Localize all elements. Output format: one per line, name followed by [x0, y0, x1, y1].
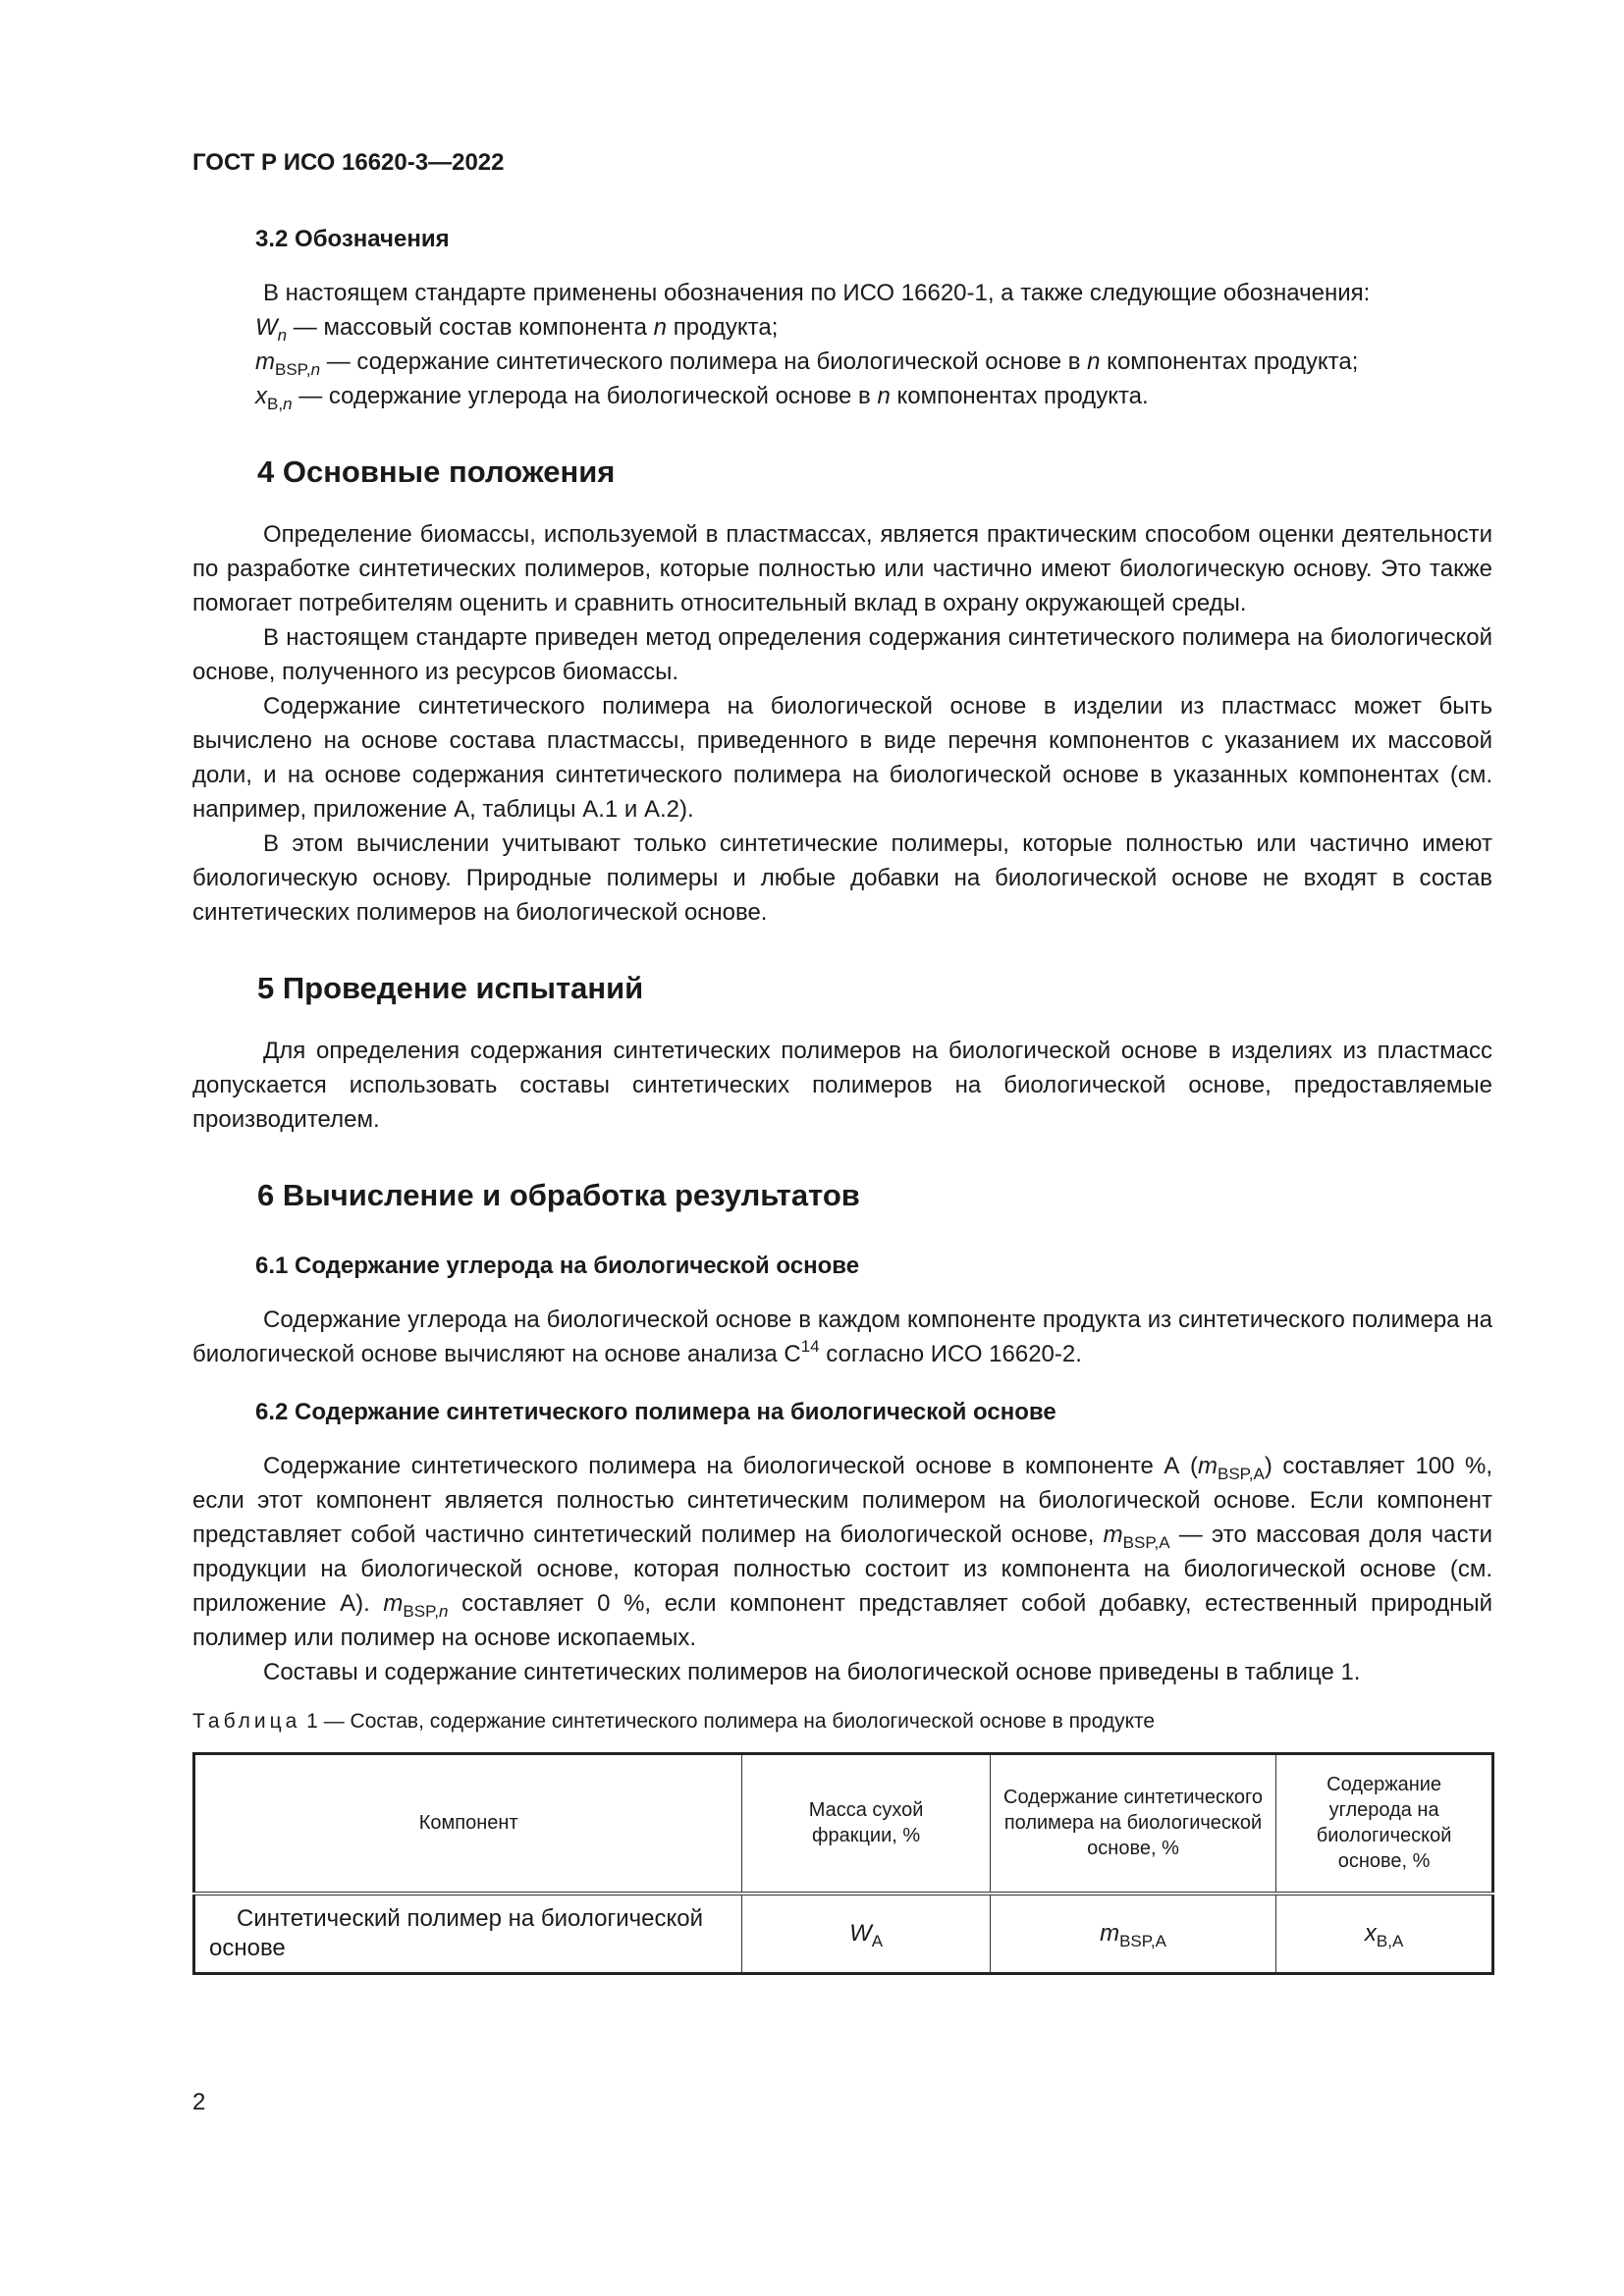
- table-cell-bsp: $m_{BSP,A}$: [990, 1894, 1275, 1974]
- table-header-row: [194, 1754, 1493, 1894]
- table-header-carbon-content: Содержание углерода на биологической основе, %: [1276, 1754, 1493, 1894]
- symbol-mbsp-definition: $m_{BSP,n}$ — содержание синтетического полимера на биологической основе в n компонентах продукта;: [255, 348, 1359, 379]
- table-cell-component: Синтетический полимер на биологической основе: [194, 1894, 742, 1974]
- section-3-2-intro: В настоящем стандарте применены обозначения по ИСО 16620-1, а также следующие обозначения:: [263, 280, 1371, 306]
- section-4-paragraph-1: Определение биомассы, используемой в пластмассах, является практическим способом оценки деятельности по разработке синтетических полимеров, которые полностью или частично имеют биологическую основу. Это также помогает потребителям оценить и сравнить относительный вклад в охрану окружающей среды.: [192, 521, 1492, 616]
- section-6-2-paragraph-2: Составы и содержание синтетических полимеров на биологической основе приведены в таблице 1.: [263, 1659, 1361, 1685]
- table-cell-mass: $W_A$: [742, 1894, 990, 1974]
- section-3-2-title: 3.2 Обозначения: [255, 226, 450, 252]
- table-cell-carbon: $x_{B,A}$: [1276, 1894, 1493, 1974]
- symbol-xb-definition: $x_{B,n}$ — содержание углерода на биологической основе в n компонентах продукта.: [255, 383, 1149, 413]
- section-4-paragraph-4: В этом вычислении учитывают только синтетические полимеры, которые полностью или частично имеют биологическую основу. Природные полимеры и любые добавки на биологической основе не входят в состав синтетических полимеров на биологической основе.: [192, 830, 1492, 926]
- table-header-dry-mass: Масса сухой фракции, %: [742, 1754, 990, 1894]
- section-4-paragraph-2: В настоящем стандарте приведен метод определения содержания синтетического полимера на биологической основе, полученного из ресурсов биомассы.: [192, 624, 1492, 685]
- section-6-title: 6 Вычисление и обработка результатов: [257, 1178, 860, 1212]
- table-1: [192, 1752, 1494, 1975]
- section-4-title: 4 Основные положения: [257, 454, 616, 489]
- section-5-title: 5 Проведение испытаний: [257, 971, 644, 1005]
- section-6-1-title: 6.1 Содержание углерода на биологической основе: [255, 1253, 860, 1279]
- section-5-paragraph-1: Для определения содержания синтетических полимеров на биологической основе в изделиях из пластмасс допускается использовать составы синтетических полимеров на биологической основе, предоставляемые производителем.: [192, 1038, 1492, 1133]
- section-4-paragraph-3: Содержание синтетического полимера на биологической основе в изделии из пластмасс может быть вычислено на основе состава пластмассы, приведенного в виде перечня компонентов с указанием их массовой доли, и на основе содержания синтетического полимера на биологической основе в указанных компонентах (см. например, приложение А, таблицы А.1 и А.2).: [192, 693, 1492, 823]
- page-number: 2: [192, 2089, 206, 2115]
- table-header-component: Компонент: [194, 1754, 742, 1894]
- page-content: [192, 222, 1492, 1975]
- section-6-2-paragraph-1: Содержание синтетического полимера на биологической основе в компоненте А $(m_{BSP,A})$ составляет 100 %, если этот компонент является полностью синтетическим полимером на биологической основе. Если компонент представляет собой частично синтетический полимер на биологической основе, $m_{BSP,A}$ — это массовая доля части продукции на биологической основе, которая полностью состоит из компонента на биологической основе (см. приложение А). $m_{BSP,n}$ составляет 0 %, если компонент представляет собой добавку, естественный природный полимер или полимер на основе ископаемых.: [192, 1453, 1493, 1651]
- table-header-bsp-content: Содержание синтетического полимера на биологической основе, %: [990, 1754, 1275, 1894]
- table-1-caption: Таблица 1 — Состав, содержание синтетического полимера на биологической основе в продукте: [192, 1710, 1156, 1733]
- section-6-1-paragraph: Содержание углерода на биологической основе в каждом компоненте продукта из синтетического полимера на биологической основе вычисляют на основе анализа $С^{14}$ согласно ИСО 16620-2.: [192, 1307, 1492, 1367]
- section-6-2-title: 6.2 Содержание синтетического полимера на биологической основе: [255, 1399, 1056, 1425]
- table-row: [194, 1894, 1493, 1974]
- symbol-wn-definition: $W_n$ — массовый состав компонента n продукта;: [255, 314, 779, 345]
- document-id-header: ГОСТ Р ИСО 16620-3—2022: [192, 149, 505, 176]
